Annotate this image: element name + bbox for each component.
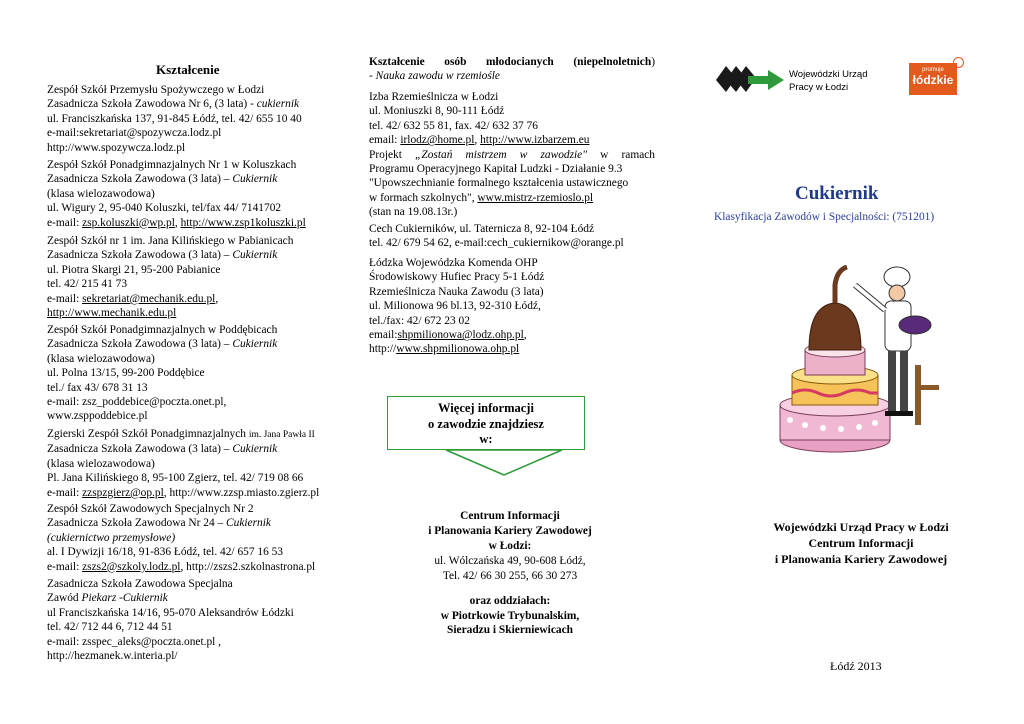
centrum-info-block: [395, 509, 625, 584]
school-email[interactable]: e-mail: zsspec_aleks@poczta.onet.pl ,: [47, 635, 222, 648]
school-website-link[interactable]: http://www.mechanik.edu.pl: [47, 307, 177, 320]
school-program: Zasadnicza Szkoła Zawodowa (3 lata) – Cukiernik: [47, 338, 278, 351]
izba-block: [369, 90, 655, 220]
school-website[interactable]: http://www.spozywcza.lodz.pl: [47, 141, 186, 154]
cech-name: Cech Cukierników, ul. Taternicza 8, 92-104 Łódź: [369, 223, 595, 235]
izba-contact: email: irlodz@home.pl, http://www.izbarzem.eu: [369, 134, 590, 147]
school-program: Zasadnicza Szkoła Zawodowa (3 lata) – Cukiernik: [47, 249, 278, 262]
ohp-email: email:shpmilionowa@lodz.ohp.pl,: [369, 329, 527, 342]
izba-email-link[interactable]: irlodz@home.pl: [400, 134, 475, 147]
school-address: ul. Wigury 2, 95-040 Koluszki, tel/fax 44/ 7141702: [47, 202, 282, 215]
school-block-7: [47, 577, 294, 663]
school-program: Zasadnicza Szkoła Zawodowa Nr 24 – Cukiernik: [47, 517, 271, 530]
ohp-website-link[interactable]: www.shpmilionowa.ohp.pl: [396, 343, 520, 356]
school-name: Zespół Szkół Przemysłu Spożywczego w Łodzi: [47, 84, 265, 96]
crafts-intro-subheading: - Nauka zawodu w rzemiośle: [369, 70, 500, 83]
project-program: Programu Operacyjnego Kapitał Ludzki - Działanie 9.3: [369, 163, 623, 176]
wup-logo-text: Wojewódzki Urząd Pracy w Łodzi: [789, 69, 868, 93]
publisher-line-1: Wojewódzki Urząd Pracy w Łodzi: [773, 520, 949, 534]
wup-logo-icon: [714, 62, 786, 98]
school-email-link[interactable]: zzspzgierz@op.pl: [82, 486, 164, 499]
school-name: Zasadnicza Szkoła Zawodowa Specjalna: [47, 578, 233, 590]
pastry-chef-cake-illustration: [775, 265, 945, 460]
centrum-name: Centrum Informacji: [460, 510, 560, 522]
school-website-link[interactable]: http://www.zsp1koluszki.pl: [180, 216, 306, 229]
registered-mark-icon: [953, 57, 964, 68]
school-name: Zespół Szkół Zawodowych Specjalnych Nr 2: [47, 503, 254, 515]
school-program: Zawód Piekarz -Cukiernik: [47, 592, 168, 605]
school-class-type: (klasa wielozawodowa): [47, 187, 155, 200]
centrum-phone: Tel. 42/ 66 30 255, 66 30 273: [442, 570, 578, 582]
school-program: Zasadnicza Szkoła Zawodowa Nr 6, (3 lata) - cukiernik: [47, 98, 300, 111]
school-block-6: [47, 502, 315, 574]
school-name: Zespół Szkół nr 1 im. Jana Kilińskiego w Pabianicach: [47, 235, 294, 247]
centrum-address: ul. Wólczańska 49, 90-608 Łódź,: [434, 555, 586, 567]
school-block-2: [47, 158, 306, 230]
classification-subtitle: Klasyfikacja Zawodów i Specjalności: (751201): [714, 211, 935, 223]
school-address: ul. Franciszkańska 137, 91-845 Łódź, tel. 42/ 655 10 40: [47, 112, 302, 125]
school-address: al. I Dywizji 16/18, 91-836 Łódź, tel. 42/ 657 16 53: [47, 546, 284, 559]
izba-phone: tel. 42/ 632 55 81, fax. 42/ 632 37 76: [369, 119, 538, 132]
school-block-3: [47, 234, 293, 320]
school-phone: tel. 42/ 215 41 73: [47, 278, 128, 291]
ohp-email-link[interactable]: shpmilionowa@lodz.ohp.pl: [397, 329, 524, 342]
project-date: (stan na 19.08.13r.): [369, 206, 458, 219]
branches-block: [395, 594, 625, 638]
column-cover: [680, 0, 1024, 724]
izba-website-link[interactable]: http://www.izbarzem.eu: [480, 134, 590, 147]
school-website[interactable]: www.zsppoddebice.pl: [47, 410, 148, 423]
project-website: w formach szkolnych", www.mistrz-rzemioslo.pl: [369, 191, 594, 204]
ohp-name: Łódzka Wojewódzka Komenda OHP: [369, 257, 538, 269]
school-block-1: [47, 83, 302, 155]
school-name: Zgierski Zespół Szkół Ponadgimnazjalnych im. Jana Pawła II: [47, 428, 315, 440]
branch-piotrkow: w Piotrkowie Trybunalskim,: [440, 609, 580, 622]
publisher-block: [736, 519, 986, 567]
school-address: ul. Piotra Skargi 21, 95-200 Pabianice: [47, 263, 221, 276]
school-address: ul. Polna 13/15, 99-200 Poddębice: [47, 367, 205, 380]
project-line: Projekt „Zostań mistrzem w zawodzie" w ramach: [369, 148, 656, 161]
school-contact: e-mail: sekretariat@mechanik.edu.pl,: [47, 292, 219, 305]
school-contact: e-mail: zsp.koluszki@wp.pl, http://www.zsp1koluszki.pl: [47, 216, 306, 229]
crafts-intro: [369, 55, 655, 84]
izba-address: ul. Moniuszki 8, 90-111 Łódź: [369, 105, 505, 118]
crafts-intro-heading: Kształcenie osób młodocianych (niepelnoletnich): [369, 56, 655, 68]
publisher-line-3: i Planowania Kariery Zawodowej: [774, 552, 948, 566]
place-year: Łódź 2013: [830, 659, 882, 673]
project-website-link[interactable]: www.mistrz-rzemioslo.pl: [477, 191, 594, 204]
school-email[interactable]: e-mail: zsz_poddebice@poczta.onet.pl,: [47, 396, 227, 409]
branches-heading: oraz oddziałach:: [469, 595, 551, 607]
school-email-link[interactable]: zsp.koluszki@wp.pl: [82, 216, 175, 229]
promuje-lodzkie-logo: promuje łódzkie: [909, 63, 957, 95]
education-heading: Kształcenie: [156, 62, 220, 77]
school-phone: tel./ fax 43/ 678 31 13: [47, 381, 148, 394]
school-class-type: (klasa wielozawodowa): [47, 352, 155, 365]
school-class-type: (klasa wielozawodowa): [47, 457, 155, 470]
school-contact: e-mail: zzspzgierz@op.pl, http://www.zzsp.miasto.zgierz.pl: [47, 486, 320, 499]
school-block-5: [47, 427, 319, 500]
centrum-city: w Łodzi:: [488, 540, 532, 552]
school-email[interactable]: e-mail:sekretariat@spozywcza.lodz.pl: [47, 127, 222, 140]
school-phone: tel. 42/ 712 44 6, 712 44 51: [47, 621, 173, 634]
school-program: Zasadnicza Szkoła Zawodowa (3 lata) – Cukiernik: [47, 443, 278, 456]
callout-line-1: Więcej informacji: [438, 401, 534, 415]
project-title: "Upowszechnianie formalnego kształcenia ustawicznego: [369, 177, 629, 190]
school-email-link[interactable]: sekretariat@mechanik.edu.pl: [82, 292, 216, 305]
school-name: Zespół Szkół Ponadgimnazjalnych Nr 1 w Koluszkach: [47, 159, 297, 171]
ohp-block: [369, 256, 544, 357]
column-education: [0, 0, 345, 724]
down-arrow-icon: [445, 449, 563, 477]
ohp-website: http://www.shpmilionowa.ohp.pl: [369, 343, 520, 356]
callout-line-3: w:: [479, 432, 493, 446]
izba-name: Izba Rzemieślnicza w Łodzi: [369, 91, 499, 103]
centrum-name-2: i Planowania Kariery Zawodowej: [428, 525, 592, 537]
school-contact: e-mail: zszs2@szkoly.lodz.pl, http://zszs2.szkolnastrona.pl: [47, 560, 316, 573]
school-website[interactable]: http://hezmanek.w.interia.pl/: [47, 650, 178, 663]
cech-contact: tel. 42/ 679 54 62, e-mail:cech_cukiernikow@orange.pl: [369, 237, 624, 250]
ohp-program: Rzemieślnicza Nauka Zawodu (3 lata): [369, 285, 544, 298]
callout-line-2: o zawodzie znajdziesz: [428, 416, 544, 431]
more-info-callout: [387, 396, 585, 450]
ohp-unit: Środowiskowy Hufiec Pracy 5-1 Łódź: [369, 271, 545, 284]
ohp-phone: tel./fax: 42/ 672 23 02: [369, 314, 470, 327]
school-block-4: [47, 323, 277, 424]
publisher-line-2: Centrum Informacji: [808, 536, 914, 550]
ohp-address: ul. Milionowa 96 bl.13, 92-310 Łódź,: [369, 300, 541, 313]
school-address: ul Franciszkańska 14/16, 95-070 Aleksandrów Łódzki: [47, 606, 294, 619]
branch-sieradz-skierniewice: Sieradzu i Skierniewicach: [447, 624, 573, 636]
school-address: Pl. Jana Kilińskiego 8, 95-100 Zgierz, tel. 42/ 719 08 66: [47, 472, 304, 485]
school-specialization: (cukiernictwo przemysłowe): [47, 531, 176, 544]
cech-block: [369, 222, 624, 251]
school-program: Zasadnicza Szkoła Zawodowa (3 lata) – Cukiernik: [47, 173, 278, 186]
school-name: Zespół Szkół Ponadgimnazjalnych w Poddębicach: [47, 324, 278, 336]
profession-title: Cukiernik: [795, 183, 879, 204]
school-email-link[interactable]: zszs2@szkoly.lodz.pl: [82, 560, 181, 573]
